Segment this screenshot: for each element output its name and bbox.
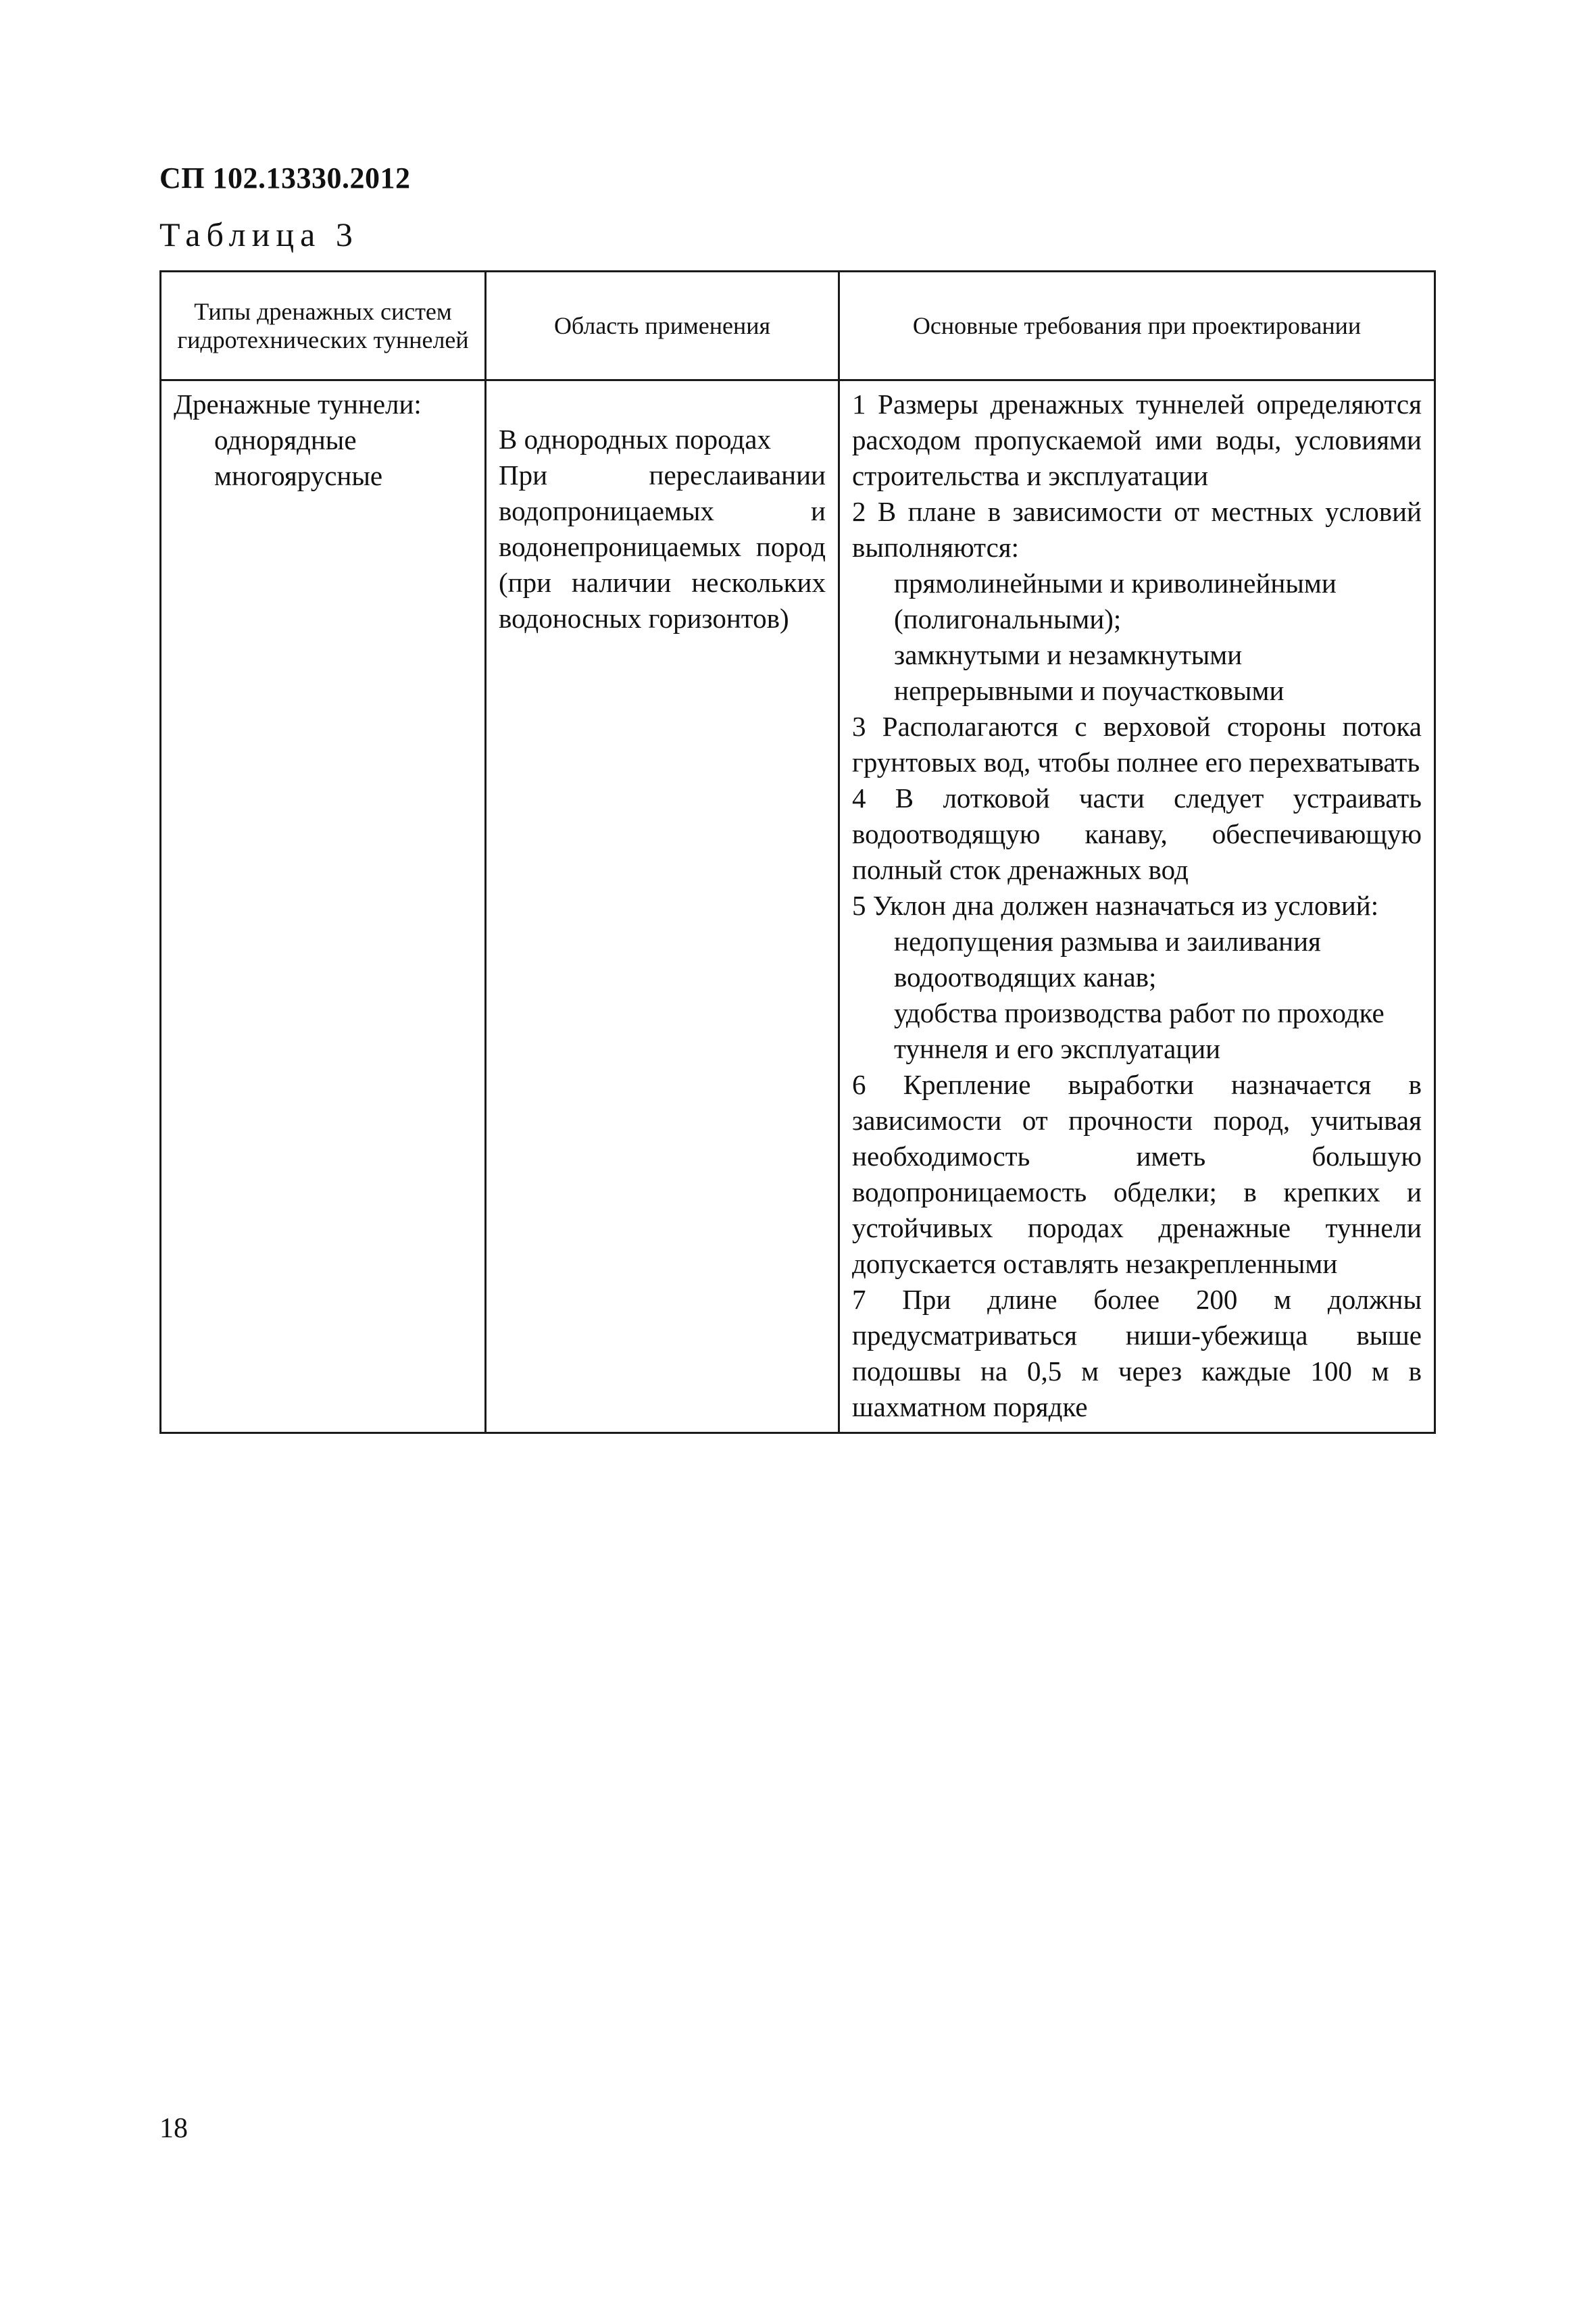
types-cell [161,380,486,1433]
table-title: Таблица 3 [159,216,359,253]
requirements-cell [839,380,1435,1433]
table-header-row [161,272,1435,380]
requirement-subitem: замкнутыми и незамкнутыми [894,639,1243,670]
requirement-subitem: непрерывными и поучастковыми [894,675,1285,706]
requirement-subitem: недопущения размыва и заиливания водоотводящих канав; [894,926,1321,993]
type-sub-label: многоярусные [214,460,383,491]
column-header-requirements: Основные требования при проектировании [839,272,1435,380]
document-code: СП 102.13330.2012 [159,161,411,195]
requirement-item: 3 Располагаются с верховой стороны потока грунтовых вод, чтобы полнее его перехватывать [852,711,1422,778]
application-item: В однородных породах [499,424,771,455]
requirement-item: 7 При длине более 200 м должны предусматриваться ниши-убежища выше подошвы на 0,5 м через каждые 100 м в шахматном порядке [852,1284,1422,1422]
requirement-item: 1 Размеры дренажных туннелей определяются расходом пропускаемой ими воды, условиями строительства и эксплуатации [852,389,1422,491]
requirement-item: 5 Уклон дна должен назначаться из условий: [852,890,1379,921]
column-header-types: Типы дренажных систем гидротехнических туннелей [161,272,486,380]
column-header-application: Область применения [486,272,839,380]
requirement-item: 2 В плане в зависимости от местных условий выполняются: [852,496,1422,563]
type-main-label: Дренажные туннели: [174,389,422,420]
requirement-subitem: прямолинейными и криволинейными (полигональными); [894,568,1337,634]
requirements-table [159,270,1436,1434]
application-cell [486,380,839,1433]
page-number: 18 [159,2113,188,2144]
requirement-item: 4 В лотковой части следует устраивать водоотводящую канаву, обеспечивающую полный сток дренажных вод [852,782,1422,885]
requirement-item: 6 Крепление выработки назначается в зависимости от прочности пород, учитывая необходимость иметь большую водопроницаемость обделки; в крепких и устойчивых породах дренажные туннели допускается оставлять незакрепленными [852,1069,1422,1279]
type-sub-label: однорядные [214,424,357,455]
table-row [161,380,1435,1433]
requirement-subitem: удобства производства работ по проходке туннеля и его эксплуатации [894,997,1385,1064]
application-item: При переслаивании водопроницаемых и водонепроницаемых пород (при наличии нескольких водоносных горизонтов) [499,459,826,634]
